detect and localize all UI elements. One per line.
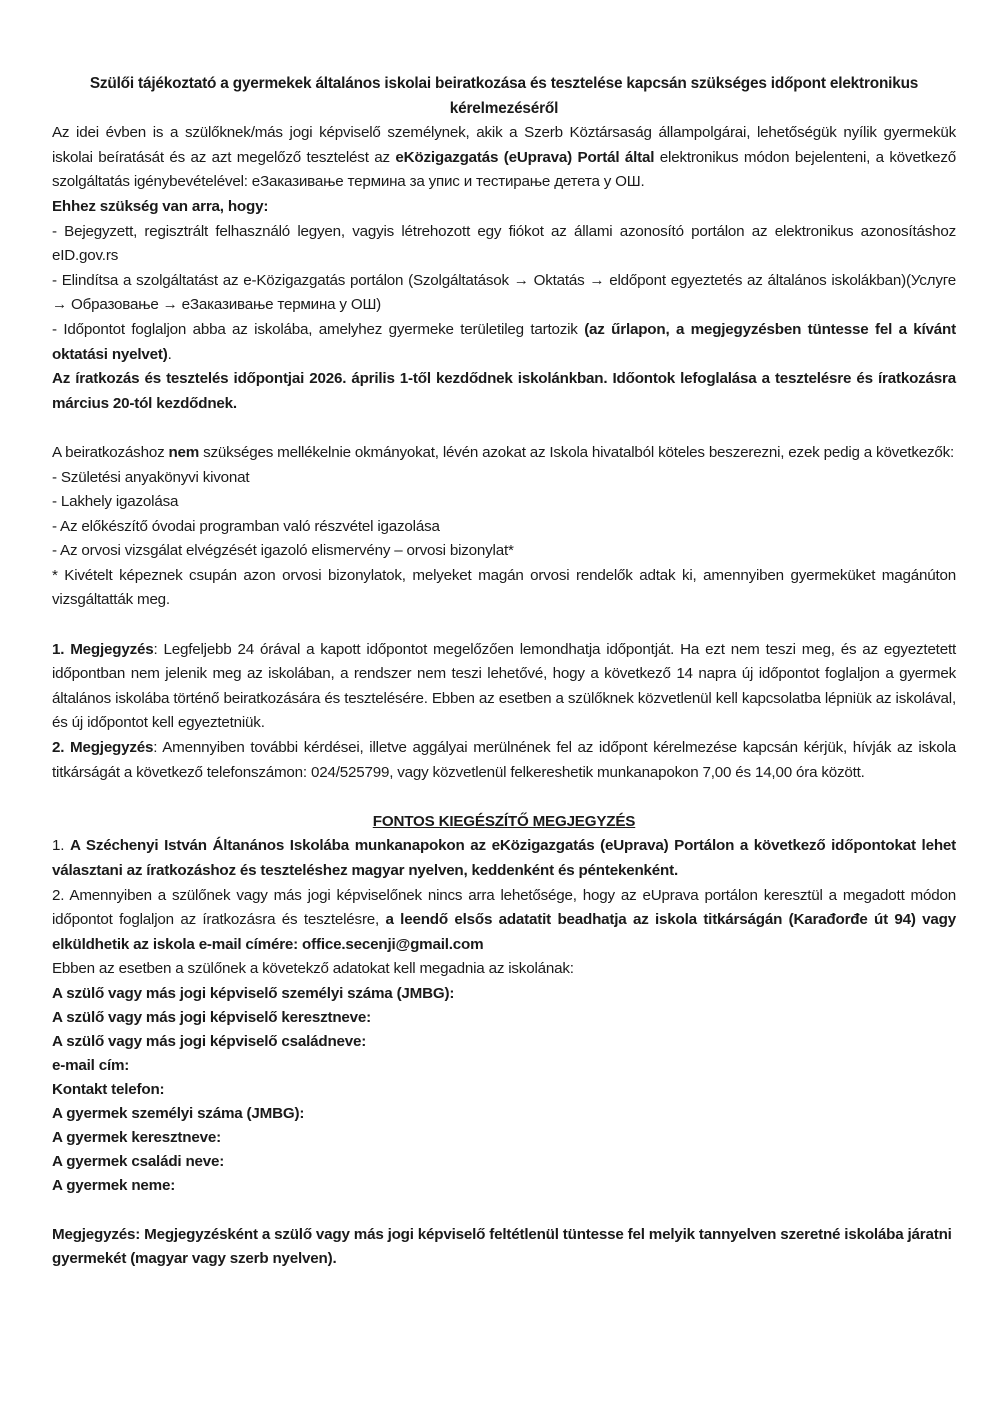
important-item-2-text: 2. Amennyiben a szülőnek vagy más jogi képviselőnek nincs arra lehetősége, hogy az eUprava portálon keresztül a megadott módon időpontot foglaljon az íratkozásra és tesztelésre,	[52, 886, 956, 929]
requirement-item: - Elindítsa a szolgáltatást az e-Közigazgatás portálon (Szolgáltatások → Oktatás → eldőpont egyeztetés az általános iskolákban)(Услуге → Образовање → eЗаказивање термина у ОШ)	[52, 271, 956, 314]
document-page	[52, 72, 956, 1272]
requirement-text: - Időpontot foglaljon abba az iskolába, amelyhez gyermeke területileg tartozik	[52, 320, 585, 338]
note-1-label: 1. Megjegyzés	[52, 640, 154, 658]
not-emphasis: nem	[168, 443, 200, 461]
field-label: A szülő vagy más jogi képviselő családneve:	[52, 1032, 367, 1050]
final-note: Megjegyzés: Megjegyzésként a szülő vagy más jogi képviselő feltétlenül tüntesse fel melyik tannyelven szeretné iskolába járatni gyermekét (magyar vagy szerb nyelven).	[52, 1225, 952, 1268]
intro-text-end: elektronikus módon bejelenteni, a következő szolgáltatás igénybevételével: eЗаказивање термина за упис и тестирање детета у ОШ.	[52, 148, 956, 191]
field-label: A gyermek családi neve:	[52, 1152, 225, 1170]
field-label: e-mail cím:	[52, 1056, 130, 1074]
requirements-heading: Ehhez szükség van arra, hogy:	[52, 197, 269, 215]
important-item-1-text: A Széchenyi István Áltanános Iskolába munkanapokon az eKözigazgatás (eUprava) Portálon a következő időpontokat lehet választani az íratkozáshoz és teszteléshez magyar nyelven, keddenként és péntekenként.	[52, 837, 956, 879]
field-label: A szülő vagy más jogi képviselő személyi száma (JMBG):	[52, 984, 455, 1002]
note-2-label: 2. Megjegyzés	[52, 739, 154, 757]
spacer	[52, 613, 956, 638]
intro-paragraph	[52, 121, 956, 195]
requirement-item: - Bejegyzett, regisztrált felhasználó legyen, vagyis létrehozott egy fiókot az állami azonosító portálon az elektronikus azonosításhoz eID.gov.rs	[52, 222, 956, 265]
field-label: A gyermek neme:	[52, 1176, 176, 1194]
requirement-item	[52, 318, 956, 367]
field-label: Kontakt telefon:	[52, 1080, 165, 1098]
submission-info-emphasis: a leendő elsős adatatit beadhatja az iskola titkárságán (Karađorđe út 94) vagy elküldhetik az iskola e-mail címére: office.secenji@gmail.com	[52, 911, 956, 953]
documents-intro	[52, 441, 956, 466]
documents-intro-text: A beiratkozáshoz	[52, 443, 169, 461]
requirement-end: .	[167, 345, 172, 363]
field-label: A gyermek keresztneve:	[52, 1128, 221, 1146]
required-fields-list	[52, 982, 956, 1198]
data-intro: Ebben az esetben a szülőnek a követekző adatokat kell megadnia az iskolának:	[52, 960, 574, 978]
note-1-text: : Legfeljebb 24 órával a kapott időpontot megelőzően lemondhatja időpontját. Ha ezt nem teszi meg, és az egyeztetett időpontban nem jelenik meg az iskolában, a rendszer nem teszi lehetővé, hogy a következő 14 napra új időpontot foglaljon a gyermek általános iskolába történő beiratkozására és tesztelésére. Ebben az esetben a szülőknek közvetlenül kell kapcsolatba lépniük az iskolával, és új időpontot kell egyeztetniük.	[52, 640, 956, 732]
eprava-portal-emphasis: eKözigazgatás (eUprava) Portál által	[395, 148, 655, 166]
important-item-2	[52, 884, 956, 958]
medical-footnote: * Kivételt képeznek csupán azon orvosi bizonylatok, melyeket magán orvosi rendelők adtak ki, amennyiben gyermeküket magánúton vizsgáltatták meg.	[52, 566, 956, 609]
document-list-item: - Lakhely igazolása	[52, 493, 179, 511]
document-list-item: - Születési anyakönyvi kivonat	[52, 468, 250, 486]
important-heading: FONTOS KIEGÉSZÍTŐ MEGJEGYZÉS	[372, 812, 636, 830]
language-note-emphasis: (az űrlapon, a megjegyzésben tüntesse fel a kívánt oktatási nyelvet)	[52, 320, 956, 363]
documents-intro-text-end: szükséges mellékelnie okmányokat, lévén azokat az Iskola hivatalból köteles beszerezni, ezek pedig a következők:	[199, 443, 955, 461]
spacer	[52, 416, 956, 441]
spacer	[52, 785, 956, 810]
important-item-1	[52, 834, 956, 883]
spacer	[52, 1198, 956, 1223]
field-label: A gyermek személyi száma (JMBG):	[52, 1104, 305, 1122]
note-2	[52, 736, 956, 785]
note-1	[52, 638, 956, 736]
document-title: Szülői tájékoztató a gyermekek általános iskolai beiratkozása és tesztelése kapcsán szükséges időpont elektronikus kérelmezéséről	[89, 75, 919, 117]
dates-notice: Az íratkozás és tesztelés időpontjai 2026. április 1-től kezdődnek iskolánkban. Időontok lefoglalása a tesztelésre és íratkozásra március 20-tól kezdődnek.	[52, 370, 956, 412]
field-label: A szülő vagy más jogi képviselő keresztneve:	[52, 1008, 371, 1026]
important-item-1-number: 1.	[52, 837, 70, 855]
intro-text: Az idei évben is a szülőknek/más jogi képviselő személynek, akik a Szerb Köztársaság állampolgárai, lehetőségük nyílik gyermekük iskolai beíratását és az azt megelőző tesztelést az	[52, 124, 956, 166]
document-list-item: - Az orvosi vizsgálat elvégzését igazoló elismervény – orvosi bizonylat*	[52, 542, 514, 560]
document-list-item: - Az előkészítő óvodai programban való részvétel igazolása	[52, 517, 440, 535]
note-2-text: : Amennyiben további kérdései, illetve aggályai merülnének fel az időpont kérelmezése kapcsán kérjük, hívják az iskola titkárságát a következő telefonszámon: 024/525799, vagy közvetlenül felkereshetik munkanapokon 7,00 és 14,00 óra között.	[52, 739, 956, 781]
